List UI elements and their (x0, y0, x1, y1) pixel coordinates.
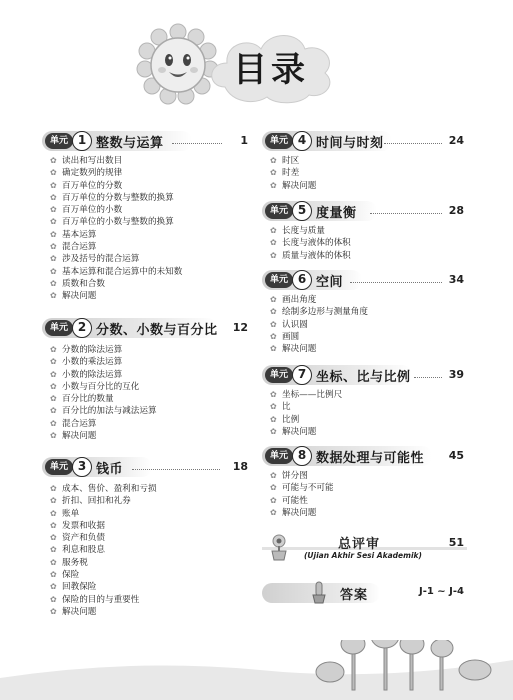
page-number: 51 (448, 536, 464, 549)
unit-7[interactable] (262, 365, 472, 437)
list-item: ✿ 百分比的数量 (50, 394, 114, 405)
final-review-entry[interactable] (262, 533, 467, 563)
flower-bullet-icon: ✿ (270, 507, 277, 517)
list-item: ✿ 百万单位的小数与整数的换算 (50, 217, 174, 228)
list-item: ✿ 成本、售价、盈利和亏损 (50, 484, 157, 494)
list-item: ✿ 时差 (270, 168, 300, 179)
list-item: ✿ 比例 (270, 414, 300, 425)
flower-bullet-icon: ✿ (50, 606, 57, 616)
flower-bullet-icon: ✿ (50, 484, 57, 493)
unit-header (262, 201, 472, 221)
cactus-icon (310, 580, 328, 604)
page-number: 12 (232, 321, 248, 334)
unit-tag: 单元 (265, 367, 293, 383)
unit-tag: 单元 (265, 133, 293, 149)
flower-bullet-icon: ✿ (50, 520, 57, 530)
list-item: ✿ 解决问题 (270, 344, 317, 355)
flower-bullet-icon: ✿ (270, 402, 277, 412)
list-item: ✿ 利息和股息 (50, 545, 105, 556)
flower-bullet-icon: ✿ (270, 426, 277, 436)
topic-list (50, 344, 157, 442)
flower-bullet-icon: ✿ (270, 238, 277, 248)
unit-title: 度量衡 (316, 206, 357, 221)
list-item: ✿ 服务税 (50, 557, 88, 568)
flower-bullet-icon: ✿ (50, 168, 57, 178)
flower-garden-decoration-icon (0, 640, 513, 700)
page-title: 目录 (233, 50, 309, 90)
flower-bullet-icon: ✿ (270, 471, 277, 480)
unit-number: 2 (72, 318, 92, 338)
unit-number: 8 (292, 446, 312, 466)
page-number: 34 (448, 273, 464, 286)
unit-title: 时间与时刻 (316, 136, 384, 151)
list-item: ✿ 回教保险 (50, 582, 97, 593)
flower-bullet-icon: ✿ (270, 295, 277, 304)
flower-bullet-icon: ✿ (50, 431, 57, 441)
unit-6[interactable] (262, 270, 472, 355)
unit-title: 坐标、比与比例 (316, 370, 411, 385)
list-item: ✿ 折扣、回扣和礼券 (50, 496, 131, 507)
flower-bullet-icon: ✿ (50, 508, 57, 518)
flower-bullet-icon: ✿ (50, 192, 57, 202)
flower-bullet-icon: ✿ (50, 278, 57, 288)
flower-bullet-icon: ✿ (50, 345, 57, 354)
flower-bullet-icon: ✿ (50, 381, 57, 391)
flower-bullet-icon: ✿ (50, 180, 57, 190)
unit-title: 钱币 (96, 462, 124, 477)
list-item: ✿ 读出和写出数目 (50, 156, 123, 166)
unit-tag: 单元 (45, 133, 73, 149)
list-item: ✿ 小数的除法运算 (50, 369, 123, 380)
list-item: ✿ 保险的目的与重要性 (50, 594, 140, 605)
unit-1[interactable] (42, 131, 252, 302)
list-item: ✿ 长度与液体的体积 (270, 238, 351, 249)
review-subtitle: (Ujian Akhir Sesi Akademik) (304, 551, 422, 560)
unit-header (42, 457, 252, 477)
page-number: 45 (448, 449, 464, 462)
unit-tag: 单元 (265, 203, 293, 219)
list-item: ✿ 解决问题 (270, 426, 317, 437)
flower-bullet-icon: ✿ (50, 570, 57, 580)
list-item: ✿ 分数的除法运算 (50, 345, 123, 355)
potted-flower-icon (266, 533, 292, 561)
list-item: ✿ 混合运算 (50, 418, 97, 429)
flower-bullet-icon: ✿ (50, 291, 57, 301)
list-item: ✿ 发票和收据 (50, 520, 105, 531)
flower-bullet-icon: ✿ (50, 369, 57, 379)
list-item: ✿ 绘制多边形与测量角度 (270, 307, 368, 318)
page-number: 1 (240, 134, 248, 147)
unit-header (262, 365, 472, 385)
list-item: ✿ 解决问题 (50, 606, 97, 617)
answers-title: 答案 (340, 588, 369, 603)
unit-2[interactable] (42, 318, 252, 442)
unit-4[interactable] (262, 131, 472, 191)
unit-tag: 单元 (265, 272, 293, 288)
page-number: J-1 ~ J-4 (419, 586, 464, 597)
topic-list (50, 155, 182, 303)
flower-bullet-icon: ✿ (270, 168, 277, 178)
flower-bullet-icon: ✿ (270, 495, 277, 505)
flower-bullet-icon: ✿ (50, 394, 57, 404)
flower-bullet-icon: ✿ (50, 217, 57, 227)
list-item: ✿ 可能与不可能 (270, 483, 334, 494)
flower-bullet-icon: ✿ (270, 226, 277, 235)
list-item: ✿ 认识圆 (270, 319, 308, 330)
list-item: ✿ 百万单位的分数 (50, 180, 123, 191)
list-item: ✿ 质数和合数 (50, 278, 105, 289)
flower-bullet-icon: ✿ (50, 357, 57, 367)
flower-bullet-icon: ✿ (50, 582, 57, 592)
unit-number: 5 (292, 201, 312, 221)
unit-number: 7 (292, 365, 312, 385)
flower-bullet-icon: ✿ (270, 156, 277, 165)
flower-bullet-icon: ✿ (50, 557, 57, 567)
list-item: ✿ 小数的乘法运算 (50, 357, 123, 368)
unit-8[interactable] (262, 446, 472, 518)
flower-bullet-icon: ✿ (50, 205, 57, 215)
page-number: 18 (232, 460, 248, 473)
flower-bullet-icon: ✿ (50, 156, 57, 165)
flower-bullet-icon: ✿ (270, 414, 277, 424)
flower-bullet-icon: ✿ (50, 229, 57, 239)
flower-bullet-icon: ✿ (270, 180, 277, 190)
unit-header (262, 131, 472, 151)
list-item: ✿ 账单 (50, 508, 80, 519)
flower-bullet-icon: ✿ (50, 406, 57, 416)
list-item: ✿ 坐标——比例尺 (270, 390, 343, 400)
topic-list (270, 225, 351, 262)
list-item: ✿ 百万单位的小数 (50, 205, 123, 216)
unit-title: 整数与运算 (96, 136, 164, 151)
unit-header (42, 318, 252, 338)
unit-title: 数据处理与可能性 (316, 451, 425, 466)
flower-bullet-icon: ✿ (270, 344, 277, 354)
unit-number: 4 (292, 131, 312, 151)
unit-header (262, 270, 472, 290)
unit-title: 空间 (316, 275, 344, 290)
unit-header (262, 446, 472, 466)
answers-entry[interactable] (262, 583, 467, 605)
flower-bullet-icon: ✿ (50, 545, 57, 555)
list-item: ✿ 混合运算 (50, 242, 97, 253)
unit-number: 6 (292, 270, 312, 290)
flower-bullet-icon: ✿ (50, 254, 57, 264)
flower-bullet-icon: ✿ (270, 250, 277, 260)
topic-list (270, 155, 316, 192)
flower-bullet-icon: ✿ (270, 331, 277, 341)
unit-title: 分数、小数与百分比 (96, 323, 218, 338)
page-number: 28 (448, 204, 464, 217)
list-item: ✿ 质量与液体的体积 (270, 250, 351, 261)
toc-header (0, 0, 513, 120)
review-title: 总评审 (338, 537, 381, 552)
flower-bullet-icon: ✿ (270, 319, 277, 329)
flower-bullet-icon: ✿ (50, 533, 57, 543)
list-item: ✿ 确定数列的规律 (50, 168, 123, 179)
list-item: ✿ 资产和负债 (50, 533, 105, 544)
list-item: ✿ 百万单位的分数与整数的换算 (50, 192, 174, 203)
list-item: ✿ 画圆 (270, 331, 300, 342)
topic-list (270, 294, 368, 355)
list-item: ✿ 涉及括号的混合运算 (50, 254, 140, 265)
list-item: ✿ 基本运算和混合运算中的未知数 (50, 266, 183, 277)
flower-bullet-icon: ✿ (50, 418, 57, 428)
page-number: 39 (448, 368, 464, 381)
list-item: ✿ 百分比的加法与减法运算 (50, 406, 157, 417)
topic-list (270, 470, 334, 519)
list-item: ✿ 长度与质量 (270, 226, 325, 236)
list-item: ✿ 保险 (50, 570, 80, 581)
unit-number: 1 (72, 131, 92, 151)
list-item: ✿ 基本运算 (50, 229, 97, 240)
flower-bullet-icon: ✿ (270, 307, 277, 317)
unit-header (42, 131, 252, 151)
unit-3[interactable] (42, 457, 252, 617)
list-item: ✿ 时区 (270, 156, 300, 166)
list-item: ✿ 解决问题 (50, 431, 97, 442)
unit-tag: 单元 (45, 459, 73, 475)
unit-5[interactable] (262, 201, 472, 261)
list-item: ✿ 解决问题 (270, 507, 317, 518)
unit-tag: 单元 (265, 448, 293, 464)
flower-bullet-icon: ✿ (270, 483, 277, 493)
page-number: 24 (448, 134, 464, 147)
list-item: ✿ 画出角度 (270, 295, 317, 305)
flower-bullet-icon: ✿ (50, 242, 57, 252)
list-item: ✿ 饼分图 (270, 471, 308, 481)
flower-bullet-icon: ✿ (270, 390, 277, 399)
list-item: ✿ 比 (270, 402, 291, 413)
list-item: ✿ 可能性 (270, 495, 308, 506)
topic-list (270, 389, 342, 438)
unit-tag: 单元 (45, 320, 73, 336)
list-item: ✿ 小数与百分比的互化 (50, 381, 140, 392)
flower-bullet-icon: ✿ (50, 266, 57, 276)
list-item: ✿ 解决问题 (270, 180, 317, 191)
flower-bullet-icon: ✿ (50, 594, 57, 604)
flower-bullet-icon: ✿ (50, 496, 57, 506)
topic-list (50, 483, 157, 618)
unit-number: 3 (72, 457, 92, 477)
list-item: ✿ 解决问题 (50, 291, 97, 302)
